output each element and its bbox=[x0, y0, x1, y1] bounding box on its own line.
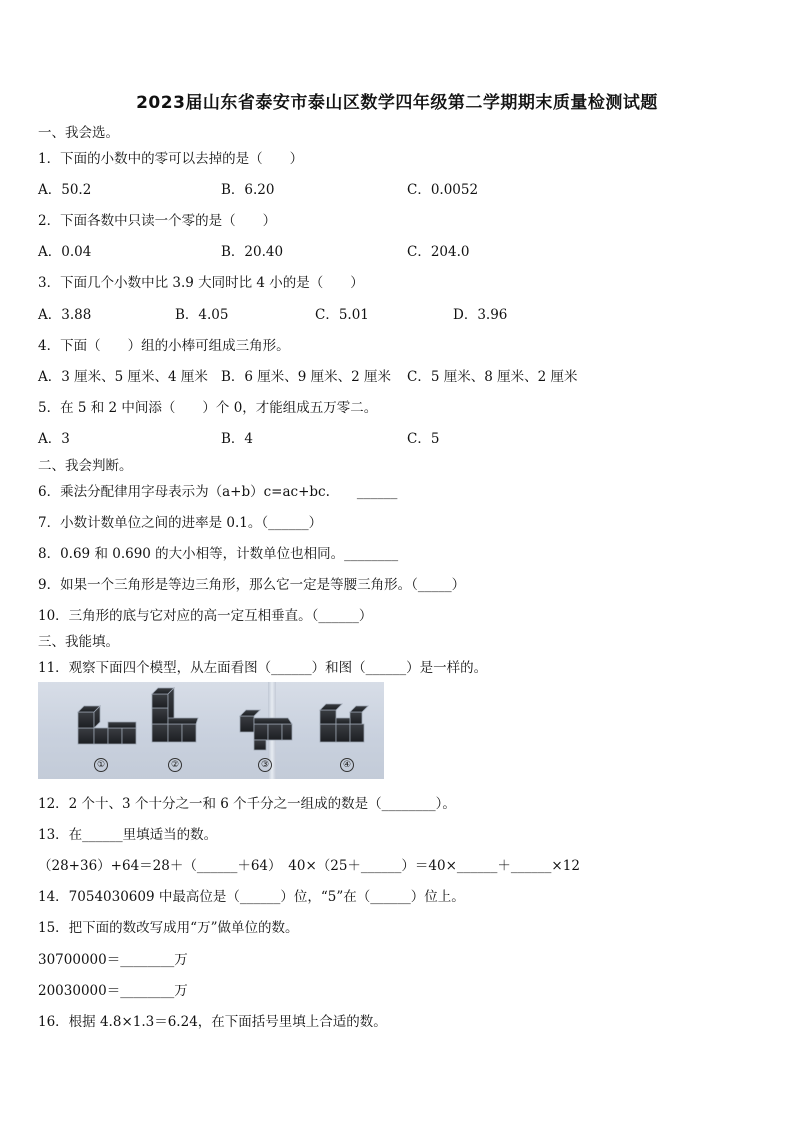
q3-option-b: B．4.05 bbox=[175, 307, 229, 323]
section-heading-choice: 一、我会选。 bbox=[38, 125, 119, 141]
question-3: 3．下面几个小数中比 3.9 大同时比 4 小的是（ ） bbox=[38, 275, 364, 291]
question-13-equations: （28+36）+64＝28＋（______＋64） 40×（25＋______）＝40×______＋______×12 bbox=[38, 858, 580, 874]
q4-option-b: B．6 厘米、9 厘米、2 厘米 bbox=[221, 369, 392, 385]
q1-option-a: A．50.2 bbox=[38, 182, 92, 198]
q5-option-a: A．3 bbox=[38, 431, 70, 447]
q3-option-a: A．3.88 bbox=[38, 307, 92, 323]
cube-model-1 bbox=[78, 706, 136, 744]
question-10: 10．三角形的底与它对应的高一定互相垂直。（______） bbox=[38, 608, 373, 624]
page-title: 2023届山东省泰安市泰山区数学四年级第二学期期末质量检测试题 bbox=[136, 93, 658, 113]
question-2: 2．下面各数中只读一个零的是（ ） bbox=[38, 213, 277, 229]
section-heading-judge: 二、我会判断。 bbox=[38, 458, 133, 474]
q4-option-a: A．3 厘米、5 厘米、4 厘米 bbox=[38, 369, 208, 385]
model-label-4: ④ bbox=[340, 758, 354, 772]
question-12: 12．2 个十、3 个十分之一和 6 个千分之一组成的数是（________）。 bbox=[38, 796, 456, 812]
question-8: 8．0.69 和 0.690 的大小相等，计数单位也相同。________ bbox=[38, 546, 399, 562]
question-9: 9．如果一个三角形是等边三角形，那么它一定是等腰三角形。（_____） bbox=[38, 577, 466, 593]
question-15: 15．把下面的数改写成用“万”做单位的数。 bbox=[38, 920, 299, 936]
model-label-2: ② bbox=[168, 758, 182, 772]
question-14: 14．7054030609 中最高位是（______）位，“5”在（______）位上。 bbox=[38, 889, 465, 905]
question-1: 1．下面的小数中的零可以去掉的是（ ） bbox=[38, 151, 304, 167]
q2-option-b: B．20.40 bbox=[221, 244, 284, 260]
q5-option-c: C．5 bbox=[407, 431, 440, 447]
cube-model-4 bbox=[320, 704, 368, 742]
q4-option-c: C．5 厘米、8 厘米、2 厘米 bbox=[407, 369, 578, 385]
q3-option-c: C．5.01 bbox=[315, 307, 369, 323]
question-16: 16．根据 4.8×1.3＝6.24，在下面括号里填上合适的数。 bbox=[38, 1014, 387, 1030]
model-label-3: ③ bbox=[258, 758, 272, 772]
question-13: 13．在______里填适当的数。 bbox=[38, 827, 218, 843]
question-6: 6．乘法分配律用字母表示为（a+b）c=ac+bc. ______ bbox=[38, 484, 398, 500]
question-4: 4．下面（ ）组的小棒可组成三角形。 bbox=[38, 338, 290, 354]
q1-option-c: C．0.0052 bbox=[407, 182, 479, 198]
cube-model-3 bbox=[240, 710, 292, 750]
q3-option-d: D．3.96 bbox=[453, 307, 508, 323]
cube-models-drawing bbox=[38, 682, 384, 779]
q2-option-a: A．0.04 bbox=[38, 244, 92, 260]
q1-option-b: B．6.20 bbox=[221, 182, 275, 198]
model-label-1: ① bbox=[94, 758, 108, 772]
cube-models-figure bbox=[38, 682, 384, 779]
question-15-b: 20030000＝________万 bbox=[38, 983, 188, 999]
q2-option-c: C．204.0 bbox=[407, 244, 470, 260]
section-heading-fill: 三、我能填。 bbox=[38, 634, 119, 650]
q5-option-b: B．4 bbox=[221, 431, 254, 447]
question-5: 5．在 5 和 2 中间添（ ）个 0，才能组成五万零二。 bbox=[38, 400, 378, 416]
question-7: 7．小数计数单位之间的进率是 0.1。（______） bbox=[38, 515, 323, 531]
question-11: 11．观察下面四个模型，从左面看图（______）和图（______）是一样的。 bbox=[38, 660, 488, 676]
question-15-a: 30700000＝________万 bbox=[38, 952, 188, 968]
cube-model-2 bbox=[152, 688, 198, 742]
